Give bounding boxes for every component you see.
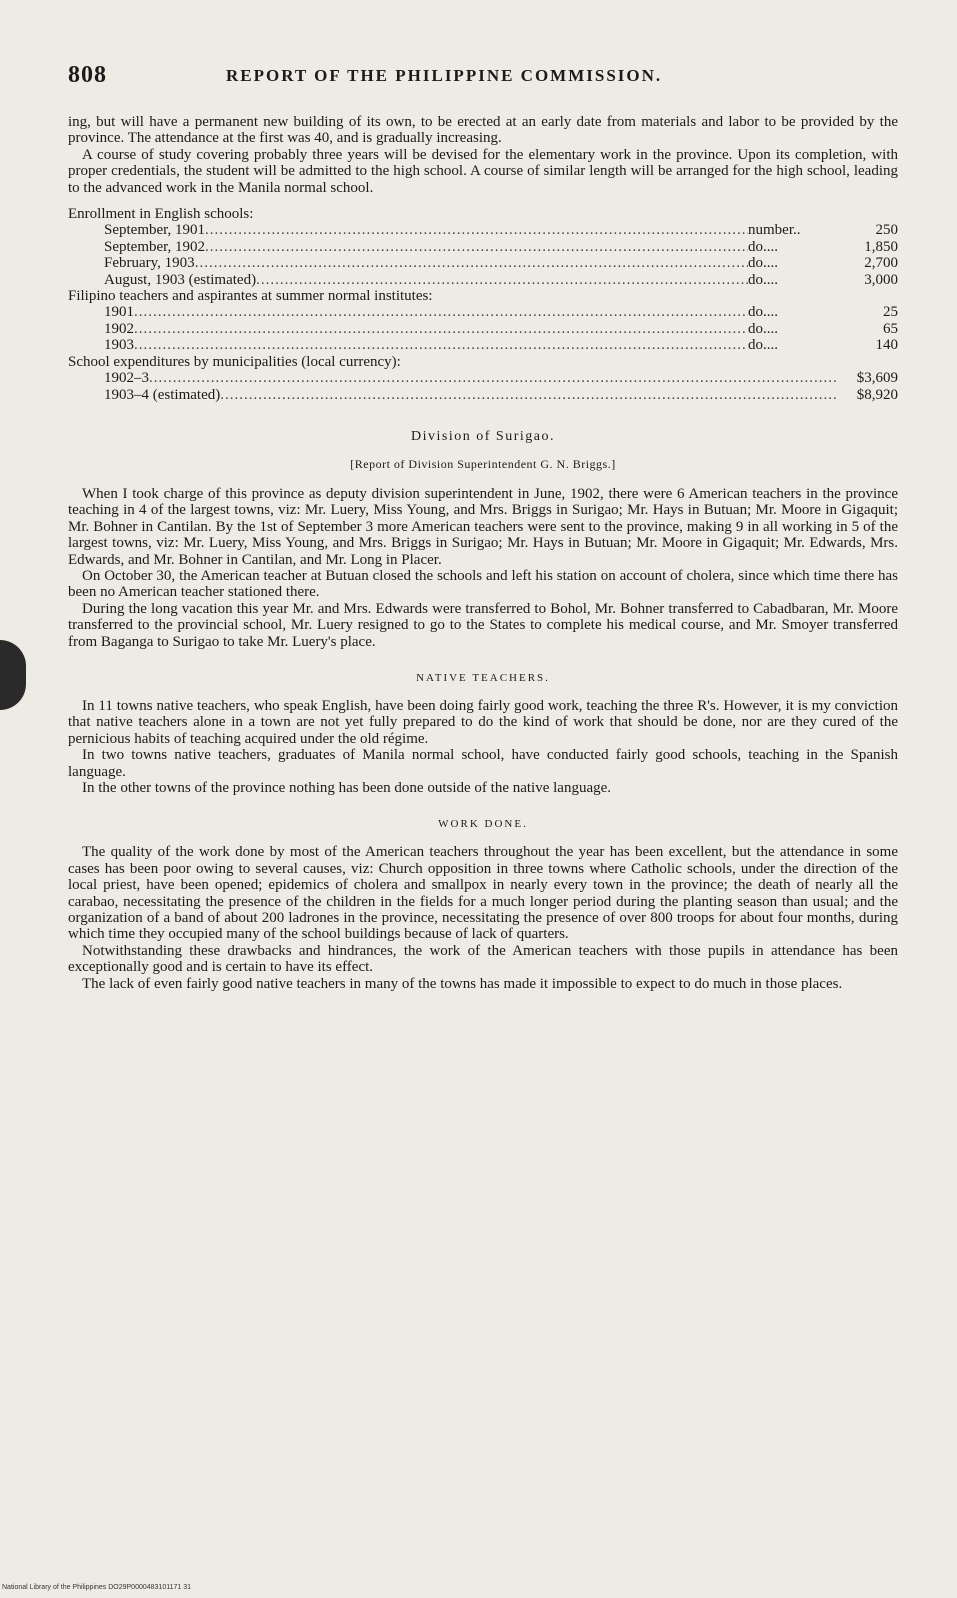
stat-row: February, 1903 ..... do.... 2,700	[68, 255, 898, 271]
stat-row: 1901 ..... do.... 25	[68, 304, 898, 320]
paragraph: The quality of the work done by most of the American teachers throughout the year has been excellent, but the attendance in some cases has been poor owing to several causes, viz: Church opposition in three towns where Catholic schools, under the direction of the local priest, have been opened; epidemics of cholera and smallpox in nearly every town in the province; the death of nearly all the carabao, necessitating the presence of the children in the fields for a much longer period during the planting season than usual; and the organization of a band of about 200 ladrones in the province, necessitating the presence of over 800 troops for about four months, during which time they occupied many of the school buildings because of lack of quarters.	[68, 844, 898, 943]
statistics-table	[68, 206, 898, 403]
stat-row: 1903 ..... do.... 140	[68, 337, 898, 353]
division-subtitle: [Report of Division Superintendent G. N. Briggs.]	[350, 456, 616, 471]
page-number: 808	[68, 62, 107, 88]
paragraph: The lack of even fairly good native teachers in many of the towns has made it impossible to expect to do much in those places.	[82, 975, 843, 992]
division-title: Division of Surigao.	[411, 428, 555, 444]
work-done-section	[68, 844, 898, 992]
paragraph: In two towns native teachers, graduates of Manila normal school, have conducted fairly good schools, teaching in the Spanish language.	[68, 747, 898, 780]
stat-row: 1903–4 (estimated) ..... $8,920	[68, 387, 898, 403]
native-teachers-heading: NATIVE TEACHERS.	[416, 671, 550, 684]
paragraph: ing, but will have a permanent new building of its own, to be erected at an early date from materials and labor to be provided by the province. The attendance at the first was 40, and is gradually increasing.	[68, 114, 898, 147]
division-section	[68, 486, 898, 650]
stat-row: 1902 ..... do.... 65	[68, 321, 898, 337]
stat-row: September, 1902 ..... do.... 1,850	[68, 239, 898, 255]
running-title: REPORT OF THE PHILIPPINE COMMISSION.	[226, 66, 663, 85]
page-header	[68, 60, 898, 100]
paragraph: During the long vacation this year Mr. and Mrs. Edwards were transferred to Bohol, Mr. Bohner transferred to Cabadbaran, Mr. Moore transferred to the provincial school, Mr. Luery resigned to go to the States to complete his medical course, and Mr. Smoyer transferred from Baganga to Surigao to take Mr. Luery's place.	[68, 600, 898, 650]
paragraph: Notwithstanding these drawbacks and hindrances, the work of the American teachers with those pupils in attendance has been exceptionally good and is certain to have its effect.	[68, 942, 898, 976]
paragraph: On October 30, the American teacher at Butuan closed the schools and left his station on account of cholera, since which time there has been no American teacher stationed there.	[68, 567, 898, 601]
paragraph: In the other towns of the province nothing has been done outside of the native language.	[82, 780, 612, 796]
teachers-label: Filipino teachers and aspirantes at summer normal institutes:	[68, 288, 433, 305]
page-smudge	[0, 640, 26, 710]
work-done-heading: WORK DONE.	[438, 818, 528, 831]
archive-footer: National Library of the Philippines DO29P0000483101171 31	[2, 1584, 192, 1591]
stat-row: September, 1901 ..... number.. 250	[68, 222, 898, 238]
paragraph: In 11 towns native teachers, who speak English, have been doing fairly good work, teaching the three R's. However, it is my conviction that native teachers alone in a town are not yet fully prepared to do the kind of work that should be done, nor are they cured of the pernicious habits of teaching acquired under the old régime.	[68, 697, 898, 747]
enrollment-label: Enrollment in English schools:	[68, 206, 254, 223]
document-page	[68, 60, 898, 992]
intro-section	[68, 114, 898, 196]
stat-row: August, 1903 (estimated) ..... do.... 3,000	[68, 272, 898, 288]
paragraph: When I took charge of this province as deputy division superintendent in June, 1902, there were 6 American teachers in the province teaching in 4 of the largest towns, viz: Mr. Luery, Miss Young, and Mrs. Briggs in Surigao; Mr. Hays in Butuan; Mr. Moore in Gigaquit; Mr. Bohner in Cantilan. By the 1st of September 3 more American teachers were sent to the province, making 9 in all working in 5 of the largest towns, viz: Mr. Luery, Miss Young, and Mrs. Briggs in Surigao; Mr. Hays in Butuan; Mr. Moore in Gigaquit; Mr. Edwards, Mrs. Edwards, and Mr. Bohner in Cantilan, and Mr. Long in Placer.	[68, 485, 898, 568]
native-teachers-section	[68, 698, 898, 796]
paragraph: A course of study covering probably three years will be devised for the elementary work in the province. Upon its completion, with proper credentials, the student will be admitted to the high school. A course of similar length will be arranged for the high school, leading to the advanced work in the Manila normal school.	[68, 146, 898, 196]
stat-row: 1902–3 ..... $3,609	[68, 370, 898, 386]
expenditures-label: School expenditures by municipalities (local currency):	[68, 353, 401, 370]
